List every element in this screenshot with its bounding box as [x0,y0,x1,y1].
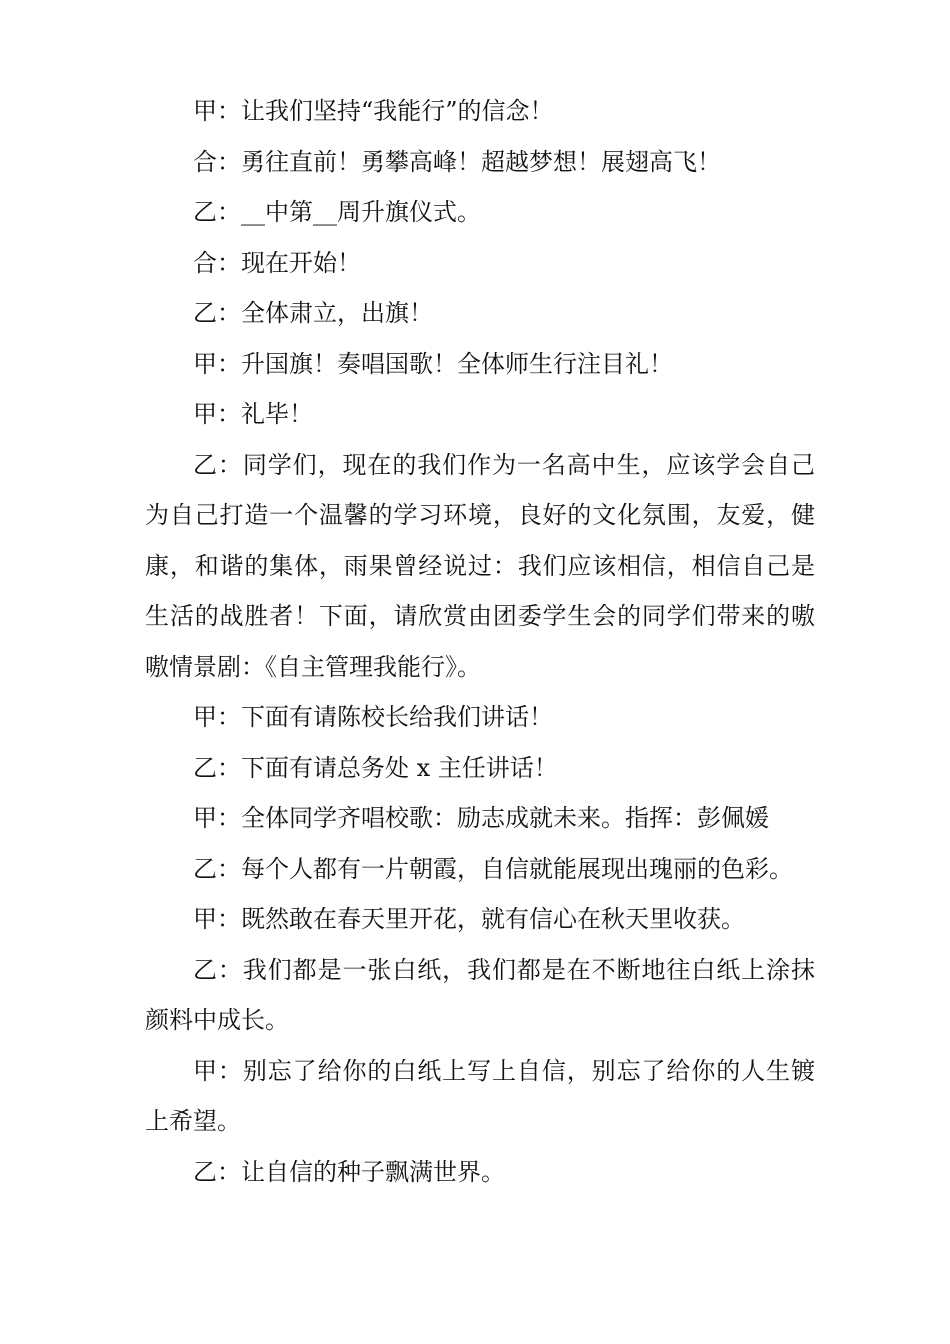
document-body [145,86,815,1197]
paragraph: 乙：下面有请总务处 x 主任讲话！ [193,753,558,782]
paragraph: 乙：全体肃立，出旗！ [193,299,433,327]
paragraph: 甲：既然敢在春天里开花，就有信心在秋天里收获。 [193,905,745,933]
paragraph: 甲：别忘了给你的白纸上写上自信，别忘了给你的人生镀上希望。 [145,1056,815,1135]
paragraph: 合：勇往直前！勇攀高峰！超越梦想！展翅高飞！ [193,147,721,176]
paragraph: 甲：全体同学齐唱校歌：励志成就未来。指挥：彭佩媛 [193,804,769,832]
paragraph: 甲：礼毕！ [193,400,313,428]
paragraph: 乙：让自信的种子飘满世界。 [193,1157,505,1186]
paragraph: 乙：__中第__周升旗仪式。 [193,198,481,226]
paragraph: 甲：让我们坚持“我能行”的信念！ [193,97,554,125]
paragraph: 合：现在开始！ [193,248,361,277]
paragraph: 乙：同学们，现在的我们作为一名高中生，应该学会自己为自己打造一个温馨的学习环境，良好的文化氛围，友爱，健康，和谐的集体，雨果曾经说过：我们应该相信，相信自己是生活的战胜者！下面，请欣赏由团委学生会的同学们带来的嗷嗷情景剧：《自主管理我能行》。 [145,450,815,681]
paragraph: 甲：下面有请陈校长给我们讲话！ [193,703,553,731]
paragraph: 乙：我们都是一张白纸，我们都是在不断地往白纸上涂抹颜料中成长。 [145,955,815,1034]
paragraph: 乙：每个人都有一片朝霞，自信就能展现出瑰丽的色彩。 [193,854,793,883]
paragraph: 甲：升国旗！奏唱国歌！全体师生行注目礼！ [193,349,673,378]
